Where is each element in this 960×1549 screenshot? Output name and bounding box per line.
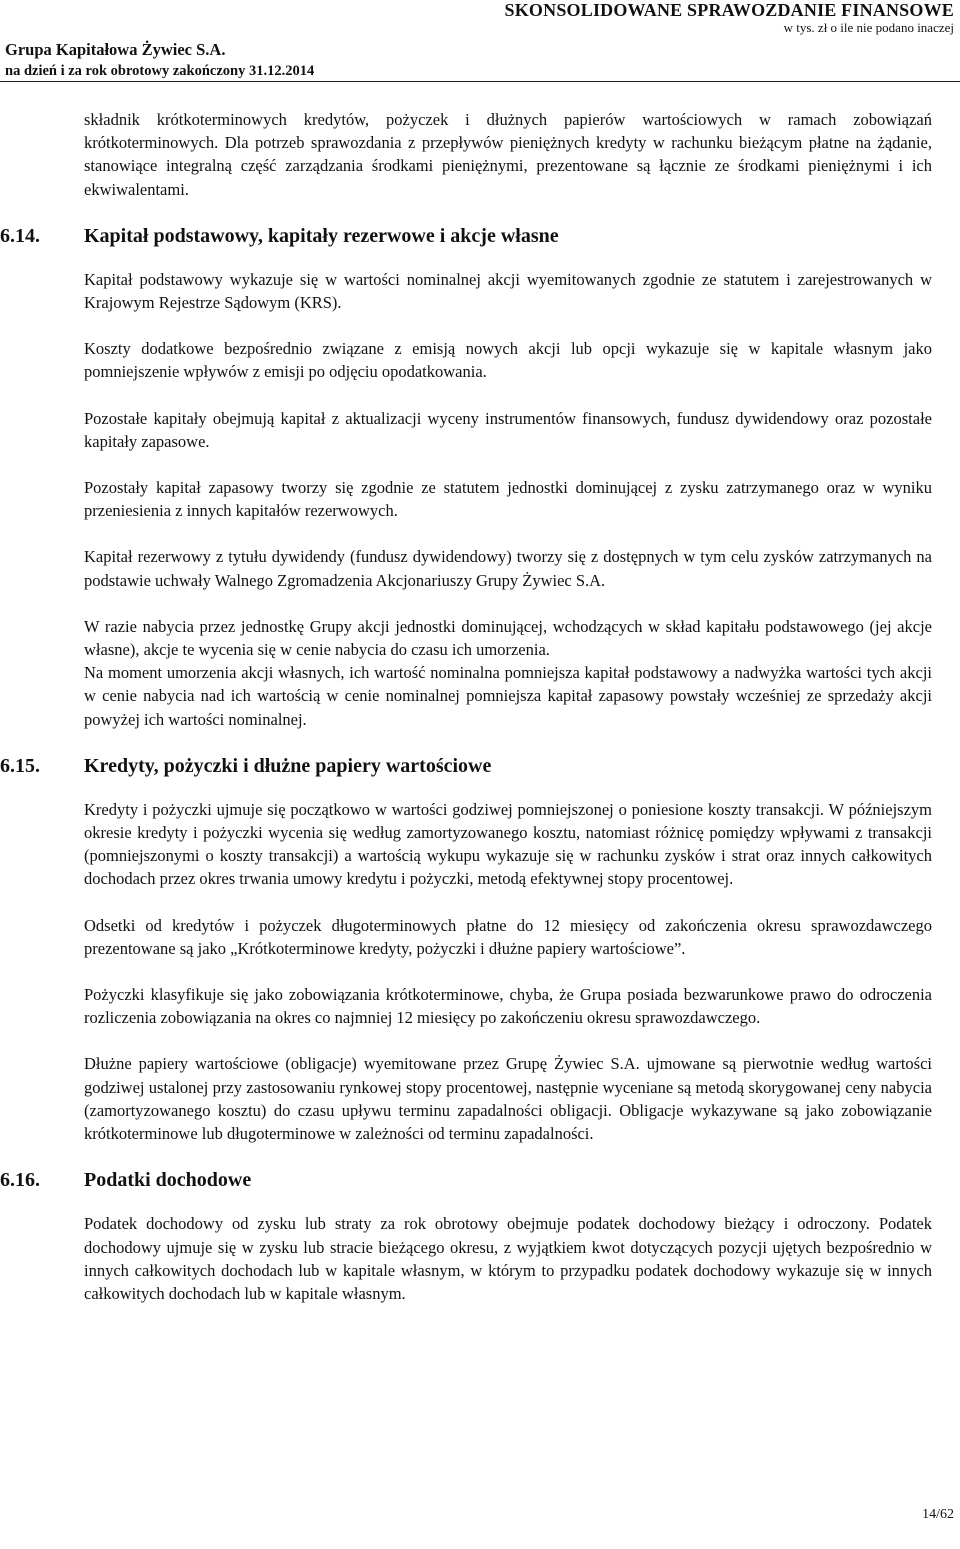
paragraph: Koszty dodatkowe bezpośrednio związane z emisją nowych akcji lub opcji wykazuje się w kapitale własnym jako pomniejszenie wpływów z emisji po odjęciu opodatkowania.	[84, 339, 932, 382]
paragraph: Kapitał rezerwowy z tytułu dywidendy (fundusz dywidendowy) tworzy się z dostępnych w tym celu zysków zatrzymanych na podstawie uchwały Walnego Zgromadzenia Akcjonariuszy Grupy Żywiec S.A.	[84, 547, 932, 590]
section-heading-6-16	[0, 1168, 932, 1192]
header-left	[5, 40, 314, 80]
section-title: Podatki dochodowe	[84, 1169, 252, 1192]
paragraph: W razie nabycia przez jednostkę Grupy akcji jednostki dominującej, wchodzących w skład kapitału podstawowego (jej akcje własne), akcje te wycenia się w cenie nabycia do czasu ich umorzenia.	[84, 616, 932, 660]
paragraph: Pozostałe kapitały obejmują kapitał z aktualizacji wyceny instrumentów finansowych, fundusz dywidendowy oraz pozostałe kapitały zapasowe.	[84, 408, 932, 451]
section-number: 6.16.	[0, 1169, 40, 1192]
header-divider	[0, 81, 960, 82]
section-heading-6-15	[0, 754, 932, 778]
intro-paragraph: składnik krótkoterminowych kredytów, pożyczek i dłużnych papierów wartościowych w ramach zobowiązań krótkoterminowych. Dla potrzeb sprawozdania z przepływów pieniężnych kredyty w rachunku bieżącym płatne na żądanie, stanowiące integralną część zarządzania środkami pieniężnymi, prezentowane są łącznie ze środkami pieniężnymi i ich ekwiwalentami.	[84, 110, 932, 199]
header-right	[505, 0, 954, 36]
paragraph: Odsetki od kredytów i pożyczek długoterminowych płatne do 12 miesięcy od zakończenia okresu sprawozdawczego prezentowane są jako „Krótkoterminowe kredyty, pożyczki i dłużne papiery wartościowe”.	[84, 915, 932, 958]
paragraph: Na moment umorzenia akcji własnych, ich wartość nominalna pomniejsza kapitał podstawowy a nadwyżka wartości tych akcji w cenie nabycia nad ich wartością w cenie nominalnej pomniejsza kapitał zapasowy powstały wcześniej ze sprzedaży akcji powyżej ich wartości nominalnej.	[84, 663, 932, 729]
page-header	[0, 0, 960, 82]
section-title: Kapitał podstawowy, kapitały rezerwowe i akcje własne	[84, 224, 559, 247]
section-number: 6.14.	[0, 224, 40, 247]
paragraph: Pozostały kapitał zapasowy tworzy się zgodnie ze statutem jednostki dominującej z zysku zatrzymanego oraz w wyniku przeniesienia z innych kapitałów rezerwowych.	[84, 478, 932, 521]
currency-note: w tys. zł o ile nie podano inaczej	[783, 20, 954, 35]
paragraph: Kapitał podstawowy wykazuje się w wartości nominalnej akcji wyemitowanych zgodnie ze statutem i zarejestrowanych w Krajowym Rejestrze Sądowym (KRS).	[84, 269, 932, 313]
document-body	[0, 108, 932, 1328]
section-title: Kredyty, pożyczki i dłużne papiery wartościowe	[84, 754, 492, 777]
section-number: 6.15.	[0, 754, 40, 777]
paragraph: Dłużne papiery wartościowe (obligacje) wyemitowane przez Grupę Żywiec S.A. ujmowane są pierwotnie według wartości godziwej ustalonej przy zastosowaniu rynkowej stopy procentowej, następnie wyceniane są metodą skorygowanej ceny nabycia (zamortyzowanego kosztu) do czasu upływu terminu zapadalności obligacji. Obligacje wykazywane są jako zobowiązanie krótkoterminowe lub długoterminowe w zależności od terminu zapadalności.	[84, 1054, 932, 1144]
paragraph: Pożyczki klasyfikuje się jako zobowiązania krótkoterminowe, chyba, że Grupa posiada bezwarunkowe prawo do odroczenia rozliczenia zobowiązania na okres co najmniej 12 miesięcy po zakończeniu okresu sprawozdawczego.	[84, 985, 932, 1028]
paragraph: Podatek dochodowy od zysku lub straty za rok obrotowy obejmuje podatek dochodowy bieżący i odroczony. Podatek dochodowy ujmuje się w zysku lub stracie bieżącego okresu, z wyjątkiem kwot dotyczących pozycji ujętych bezpośrednio w innych całkowitych dochodach lub w kapitale własnym, w którym to przypadku podatek dochodowy wykazuje się w innych całkowitych dochodach lub w kapitale własnym.	[84, 1214, 932, 1303]
section-heading-6-14	[0, 224, 932, 248]
page-number: 14/62	[922, 1507, 954, 1522]
report-title: SKONSOLIDOWANE SPRAWOZDANIE FINANSOWE	[504, 0, 954, 20]
reporting-period: na dzień i za rok obrotowy zakończony 31.12.2014	[5, 63, 315, 79]
company-name: Grupa Kapitałowa Żywiec S.A.	[5, 40, 226, 59]
paragraph: Kredyty i pożyczki ujmuje się początkowo w wartości godziwej pomniejszonej o poniesione koszty transakcji. W późniejszym okresie kredyty i pożyczki wycenia się według zamortyzowanego kosztu, natomiast różnicę pomiędzy wpływami z transakcji (pomniejszonymi o koszty transakcji) a wartością wykupu wykazuje się w rachunku zysków i strat oraz innych całkowitych dochodach przez okres trwania umowy kredytu i pożyczki, metodą efektywnej stopy procentowej.	[84, 799, 932, 889]
